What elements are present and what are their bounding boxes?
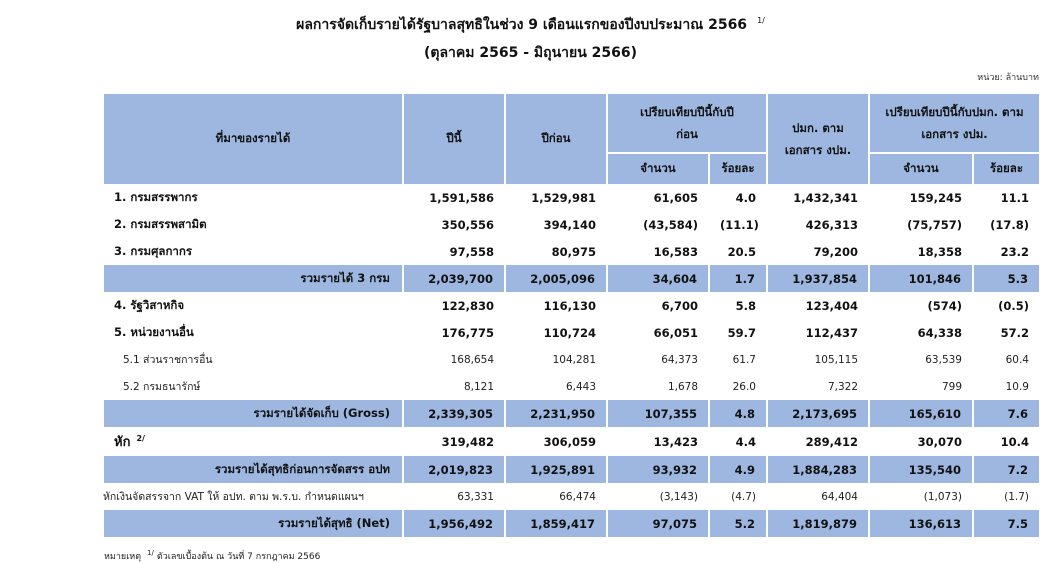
cell-budget-pct: 10.4 bbox=[1000, 434, 1029, 449]
row-label: 2. กรมสรรพสามิต bbox=[114, 216, 207, 231]
revenue-table bbox=[102, 94, 1041, 537]
cell-pct: 5.8 bbox=[735, 298, 756, 313]
header-percent: ร้อยละ bbox=[709, 153, 767, 184]
cell-this-year: 176,775 bbox=[441, 325, 494, 340]
cell-budget-diff: 30,070 bbox=[917, 434, 962, 449]
cell-budget: 79,200 bbox=[813, 244, 858, 259]
header-percent: ร้อยละ bbox=[973, 153, 1040, 184]
cell-this-year: 8,121 bbox=[463, 380, 494, 393]
row-label: 3. กรมศุลกากร bbox=[114, 243, 193, 258]
table-row bbox=[103, 211, 1040, 238]
row-label: 5. หน่วยงานอื่น bbox=[114, 324, 194, 339]
table-row bbox=[103, 184, 1040, 211]
cell-diff: 66,051 bbox=[653, 325, 698, 340]
cell-last-year: 6,443 bbox=[565, 380, 596, 393]
cell-budget-diff: (1,073) bbox=[923, 490, 962, 503]
report-title: ผลการจัดเก็บรายได้รัฐบาลสุทธิในช่วง 9 เดือนแรกของปีงบประมาณ 2566 $^{1/}$ bbox=[296, 16, 765, 33]
table-row bbox=[103, 346, 1040, 373]
row-label: 5.1 ส่วนราชการอื่น bbox=[123, 354, 213, 366]
row-label: รวมรายได้สุทธิก่อนการจัดสรร อปท bbox=[103, 456, 403, 483]
row-label: หักเงินจัดสรรจาก VAT ให้ อปท. ตาม พ.ร.บ. กำหนดแผนฯ bbox=[103, 491, 364, 503]
header-amount: จำนวน bbox=[869, 153, 973, 184]
cell-budget: 2,173,695 bbox=[767, 400, 869, 427]
cell-budget-pct: 10.9 bbox=[1005, 380, 1029, 393]
row-label: รวมรายได้จัดเก็บ (Gross) bbox=[103, 400, 403, 427]
cell-budget-diff: 136,613 bbox=[869, 510, 973, 537]
cell-this-year: 63,331 bbox=[457, 490, 494, 503]
cell-budget-diff: 18,358 bbox=[917, 244, 962, 259]
cell-pct: 4.0 bbox=[735, 190, 756, 205]
cell-budget: 426,313 bbox=[805, 217, 858, 232]
row-label: 5.2 กรมธนารักษ์ bbox=[123, 381, 201, 393]
cell-pct: 4.8 bbox=[709, 400, 767, 427]
table-row bbox=[103, 292, 1040, 319]
cell-diff: 6,700 bbox=[661, 298, 698, 313]
cell-last-year: 110,724 bbox=[543, 325, 596, 340]
footnote bbox=[104, 549, 320, 563]
cell-last-year: 66,474 bbox=[559, 490, 596, 503]
cell-budget-pct: 5.3 bbox=[973, 265, 1040, 292]
cell-budget-pct: 60.4 bbox=[1005, 353, 1029, 366]
cell-budget: 123,404 bbox=[805, 298, 858, 313]
footnote-marker: 1/ bbox=[147, 549, 154, 557]
cell-pct: 20.5 bbox=[727, 244, 756, 259]
cell-this-year: 2,339,305 bbox=[403, 400, 505, 427]
cell-diff: 107,355 bbox=[607, 400, 709, 427]
cell-budget-pct: 7.6 bbox=[973, 400, 1040, 427]
cell-last-year: 80,975 bbox=[551, 244, 596, 259]
cell-diff: (43,584) bbox=[643, 217, 698, 232]
cell-diff: 97,075 bbox=[607, 510, 709, 537]
cell-pct: 61.7 bbox=[732, 353, 756, 366]
cell-budget-pct: 7.5 bbox=[973, 510, 1040, 537]
table-row bbox=[103, 483, 1040, 510]
footnote-text: ตัวเลขเบื้องต้น ณ วันที่ 7 กรกฎาคม 2566 bbox=[156, 552, 321, 562]
cell-budget: 1,884,283 bbox=[767, 456, 869, 483]
cell-budget-pct: (17.8) bbox=[990, 217, 1029, 232]
header-compare-budget: เปรียบเทียบปีนี้กับปมก. ตามเอกสาร งปม. bbox=[869, 94, 1040, 153]
cell-last-year: 394,140 bbox=[543, 217, 596, 232]
table-row bbox=[103, 373, 1040, 400]
cell-this-year: 122,830 bbox=[441, 298, 494, 313]
cell-this-year: 319,482 bbox=[441, 434, 494, 449]
cell-budget: 1,937,854 bbox=[767, 265, 869, 292]
cell-budget: 289,412 bbox=[805, 434, 858, 449]
cell-diff: 16,583 bbox=[653, 244, 698, 259]
row-label: รวมรายได้ 3 กรม bbox=[103, 265, 403, 292]
cell-budget-pct: 11.1 bbox=[1000, 190, 1029, 205]
cell-budget-diff: (574) bbox=[927, 298, 962, 313]
cell-this-year: 2,039,700 bbox=[403, 265, 505, 292]
cell-this-year: 1,956,492 bbox=[403, 510, 505, 537]
cell-pct: 26.0 bbox=[732, 380, 756, 393]
cell-last-year: 104,281 bbox=[552, 353, 596, 366]
cell-budget-diff: 165,610 bbox=[869, 400, 973, 427]
cell-pct: (11.1) bbox=[720, 217, 759, 232]
cell-this-year: 350,556 bbox=[441, 217, 494, 232]
table-row bbox=[103, 238, 1040, 265]
cell-diff: 13,423 bbox=[653, 434, 698, 449]
report-subtitle: (ตุลาคม 2565 - มิถุนายน 2566) bbox=[423, 45, 638, 61]
row-label: รวมรายได้สุทธิ (Net) bbox=[103, 510, 403, 537]
cell-last-year: 116,130 bbox=[543, 298, 596, 313]
row-label: หัก $^{2/}$ bbox=[114, 434, 145, 450]
cell-diff: 64,373 bbox=[661, 353, 698, 366]
cell-budget-diff: 799 bbox=[941, 380, 962, 393]
deduct-footnote-marker: 2/ bbox=[136, 434, 145, 444]
cell-last-year: 1,859,417 bbox=[505, 510, 607, 537]
cell-pct: 5.2 bbox=[709, 510, 767, 537]
cell-budget-diff: 101,846 bbox=[869, 265, 973, 292]
cell-budget: 112,437 bbox=[805, 325, 858, 340]
cell-budget-pct: 7.2 bbox=[973, 456, 1040, 483]
subtotal-row bbox=[103, 265, 1040, 292]
cell-pct: 4.9 bbox=[709, 456, 767, 483]
cell-budget: 1,432,341 bbox=[793, 190, 858, 205]
cell-last-year: 1,925,891 bbox=[505, 456, 607, 483]
cell-last-year: 2,231,950 bbox=[505, 400, 607, 427]
subtotal-row bbox=[103, 456, 1040, 483]
header-last-year: ปีก่อน bbox=[505, 94, 607, 184]
cell-budget-pct: (0.5) bbox=[998, 298, 1029, 313]
cell-diff: 93,932 bbox=[607, 456, 709, 483]
cell-budget: 7,322 bbox=[827, 380, 858, 393]
footnote-prefix: หมายเหตุ bbox=[104, 552, 142, 562]
cell-diff: 1,678 bbox=[667, 380, 698, 393]
cell-budget-diff: (75,757) bbox=[907, 217, 962, 232]
cell-pct: 4.4 bbox=[735, 434, 756, 449]
header-budget-doc: ปมก. ตามเอกสาร งปม. bbox=[767, 94, 869, 184]
cell-budget-pct: 57.2 bbox=[1000, 325, 1029, 340]
table-row bbox=[103, 319, 1040, 346]
cell-pct: (4.7) bbox=[731, 490, 756, 503]
cell-pct: 59.7 bbox=[727, 325, 756, 340]
cell-budget-diff: 63,539 bbox=[925, 353, 962, 366]
cell-budget: 64,404 bbox=[821, 490, 858, 503]
row-label: 4. รัฐวิสาหกิจ bbox=[114, 297, 185, 312]
cell-last-year: 2,005,096 bbox=[505, 265, 607, 292]
total-row bbox=[103, 510, 1040, 537]
unit-label: หน่วย: ล้านบาท bbox=[977, 73, 1039, 83]
header-compare-last-year: เปรียบเทียบปีนี้กับปีก่อน bbox=[607, 94, 767, 153]
cell-this-year: 1,591,586 bbox=[429, 190, 494, 205]
cell-budget-pct: (1.7) bbox=[1004, 490, 1029, 503]
cell-budget: 105,115 bbox=[814, 353, 858, 366]
header-source: ที่มาของรายได้ bbox=[103, 94, 403, 184]
cell-this-year: 2,019,823 bbox=[403, 456, 505, 483]
cell-this-year: 97,558 bbox=[449, 244, 494, 259]
cell-this-year: 168,654 bbox=[450, 353, 494, 366]
cell-budget: 1,819,879 bbox=[767, 510, 869, 537]
row-label: 1. กรมสรรพากร bbox=[114, 189, 198, 204]
title-footnote-marker: 1/ bbox=[757, 16, 765, 26]
subtotal-row bbox=[103, 400, 1040, 427]
cell-pct: 1.7 bbox=[709, 265, 767, 292]
cell-budget-diff: 135,540 bbox=[869, 456, 973, 483]
cell-diff: 34,604 bbox=[607, 265, 709, 292]
cell-last-year: 306,059 bbox=[543, 434, 596, 449]
header-amount: จำนวน bbox=[607, 153, 709, 184]
header-this-year: ปีนี้ bbox=[403, 94, 505, 184]
cell-diff: 61,605 bbox=[653, 190, 698, 205]
cell-budget-diff: 64,338 bbox=[917, 325, 962, 340]
table-row bbox=[103, 427, 1040, 456]
cell-diff: (3,143) bbox=[659, 490, 698, 503]
cell-last-year: 1,529,981 bbox=[531, 190, 596, 205]
cell-budget-diff: 159,245 bbox=[909, 190, 962, 205]
cell-budget-pct: 23.2 bbox=[1000, 244, 1029, 259]
